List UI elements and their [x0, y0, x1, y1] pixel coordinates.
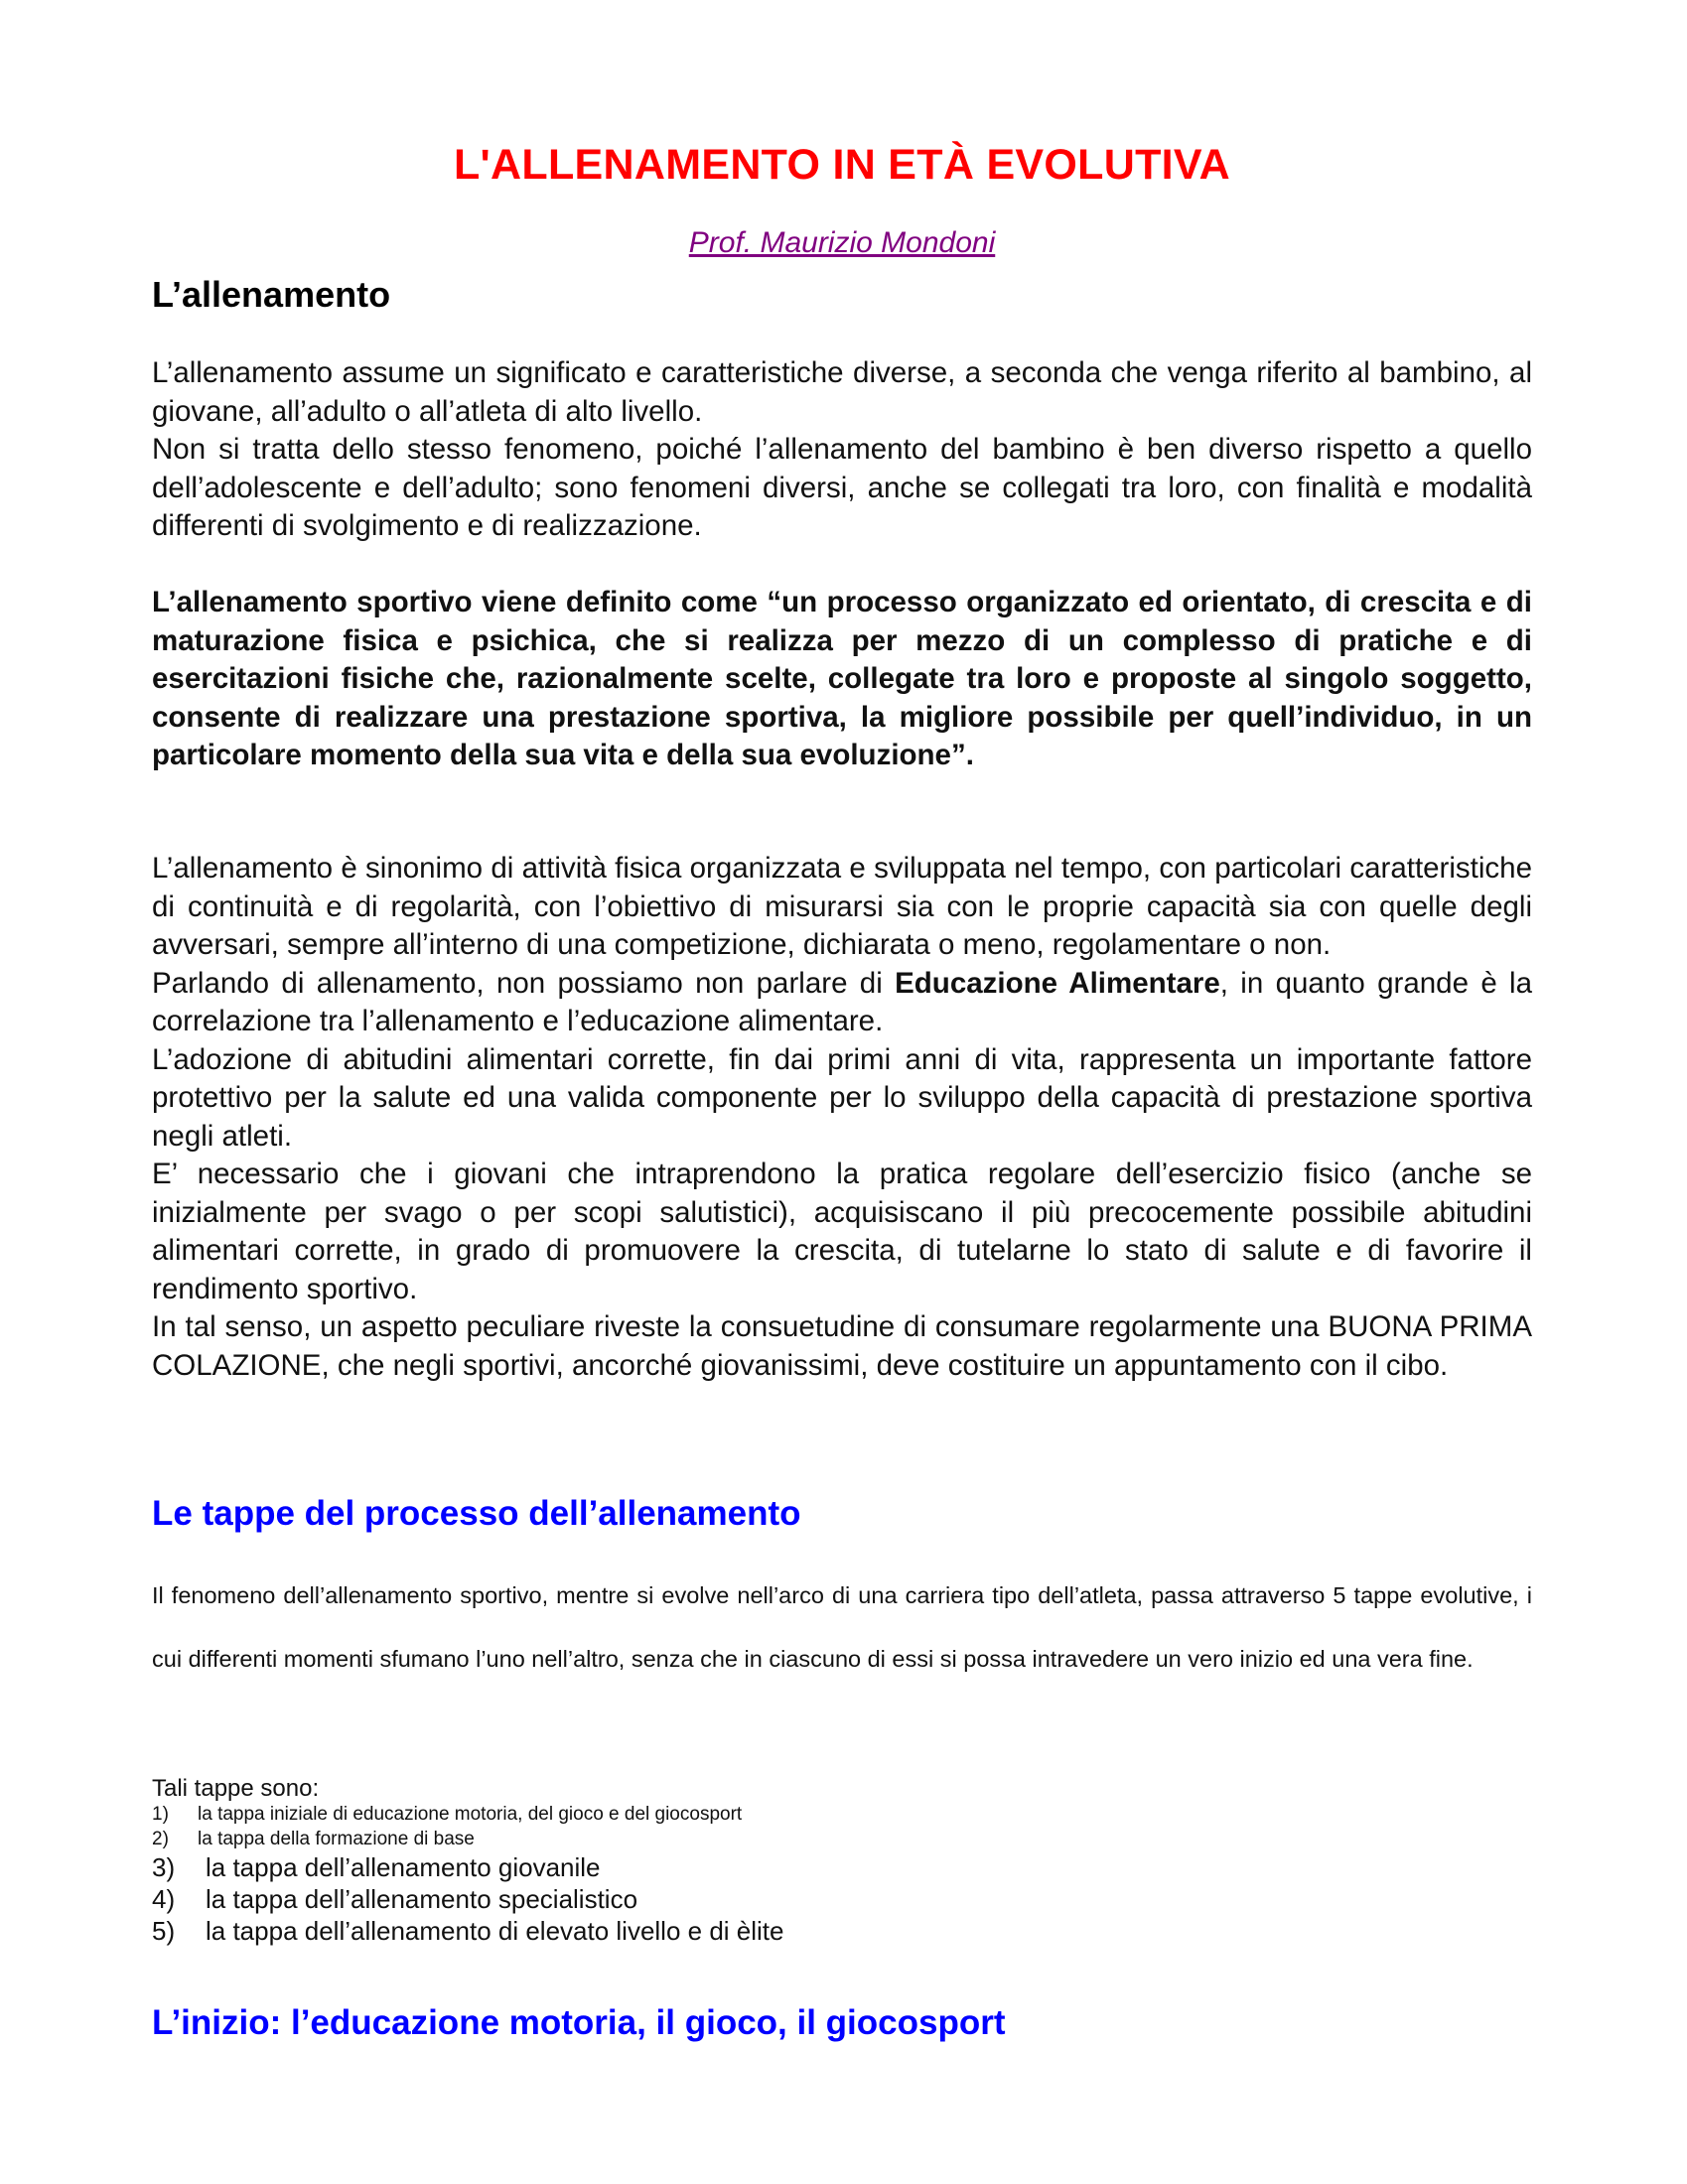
body-paragraphs	[152, 850, 1532, 1385]
paragraph: L’allenamento assume un significato e caratteristiche diverse, a seconda che venga riferito al bambino, al giovane, all’adulto o all’atleta di alto livello.	[152, 356, 1532, 428]
list-item: 3) la tappa dell’allenamento giovanile	[152, 1852, 601, 1882]
section-heading-tappe: Le tappe del processo dell’allenamento	[152, 1494, 801, 1533]
list-item: 4) la tappa dell’allenamento specialistico	[152, 1884, 638, 1914]
tappe-paragraph	[152, 1564, 1532, 1691]
definition-paragraph	[152, 584, 1532, 775]
paragraph: L’allenamento sportivo viene definito come “un processo organizzato ed orientato, di crescita e di maturazione fisica e psichica, che si realizza per mezzo di un complesso di pratiche e di esercitazioni fisiche che, razionalmente scelte, collegate tra loro e proposte al singolo soggetto, consente di realizzare una prestazione sportiva, la migliore possibile per quell’individuo, in un particolare momento della sua vita e della sua evoluzione”.	[152, 586, 1532, 771]
list-item: 1) la tappa iniziale di educazione motoria, del gioco e del giocosport	[152, 1804, 743, 1825]
paragraph: L’allenamento è sinonimo di attività fisica organizzata e sviluppata nel tempo, con particolari caratteristiche di continuità e di regolarità, con l’obiettivo di misurarsi sia con le proprie capacità sia con quelle degli avversari, sempre all’interno di una competizione, dichiarata o meno, regolamentare o non.	[152, 852, 1532, 961]
list-item: 2) la tappa della formazione di base	[152, 1829, 475, 1849]
paragraph: In tal senso, un aspetto peculiare riveste la consuetudine di consumare regolarmente una BUONA PRIMA COLAZIONE, che negli sportivi, ancorché giovanissimi, deve costituire un appuntamento con il cibo.	[152, 1310, 1532, 1382]
paragraph: Parlando di allenamento, non possiamo non parlare di Educazione Alimentare, in quanto grande è la correlazione tra l’allenamento e l’educazione alimentare.	[152, 966, 1533, 1037]
paragraph: Il fenomeno dell’allenamento sportivo, mentre si evolve nell’arco di una carriera tipo dell’atleta, passa attraverso 5 tappe evolutive, i cui differenti momenti sfumano l’uno nell’altro, senza che in ciascuno di essi si possa intravedere un vero inizio ed una vera fine.	[152, 1582, 1532, 1672]
paragraph: L’adozione di abitudini alimentari corrette, fin dai primi anni di vita, rappresenta un importante fattore protettivo per la salute ed una valida componente per lo sviluppo della capacità di prestazione sportiva negli atleti.	[152, 1042, 1532, 1153]
paragraph: E’ necessario che i giovani che intraprendono la pratica regolare dell’esercizio fisico (anche se inizialmente per svago o per scopi salutistici), acquisiscano il più precocemente possibile abitudini alimentari corrette, in grado di promuovere la crescita, di tutelarne lo stato di salute e di favorire il rendimento sportivo.	[152, 1158, 1532, 1305]
intro-paragraphs	[152, 354, 1532, 546]
section-heading-inizio: L’inizio: l’educazione motoria, il gioco, il giocosport	[152, 2003, 1006, 2042]
author-link[interactable]: Prof. Maurizio Mondoni	[688, 226, 996, 259]
list-item: 5) la tappa dell’allenamento di elevato livello e di èlite	[152, 1916, 784, 1946]
section-heading-allenamento: L’allenamento	[152, 274, 391, 315]
paragraph: Non si tratta dello stesso fenomeno, poiché l’allenamento del bambino è ben diverso rispetto a quello dell’adolescente e dell’adulto; sono fenomeni diversi, anche se collegati tra loro, con finalità e modalità differenti di svolgimento e di realizzazione.	[152, 433, 1532, 542]
list-intro: Tali tappe sono:	[152, 1775, 320, 1802]
document-title: L'ALLENAMENTO IN ETÀ EVOLUTIVA	[453, 141, 1231, 189]
educazione-alimentare-emphasis: Educazione Alimentare	[895, 966, 1220, 1000]
